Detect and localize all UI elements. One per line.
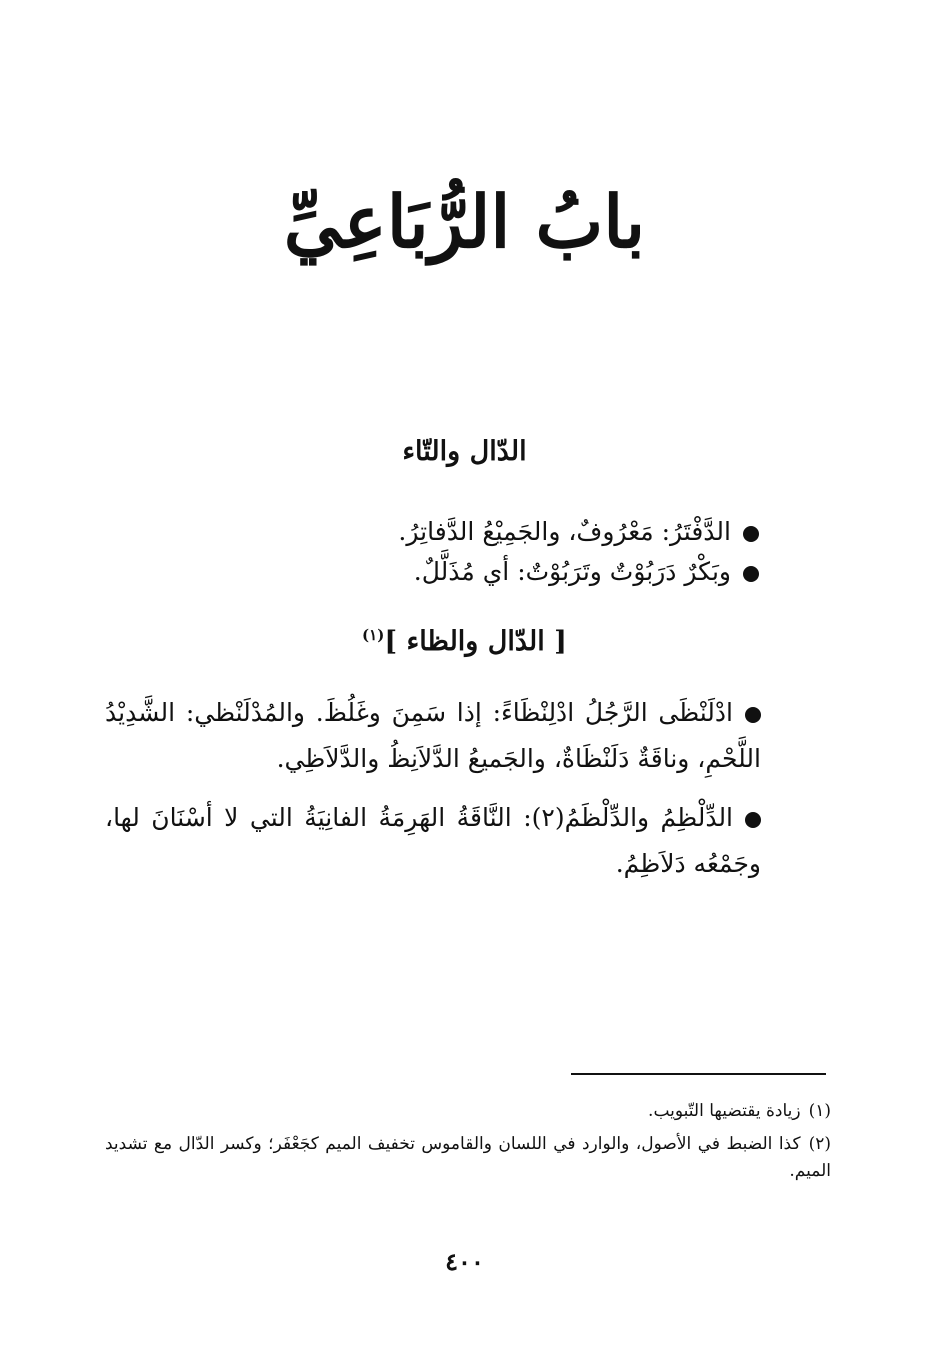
footnote-number: (٢) bbox=[808, 1134, 831, 1155]
bullet-icon bbox=[745, 707, 761, 723]
page-number: ٤٠٠ bbox=[445, 1247, 484, 1276]
section-heading-dal-za bbox=[0, 626, 929, 658]
footnote-text: كذا الضبط في الأصول، والوارد في اللسان والقاموس تخفيف الميم كجَعْفَر؛ وكسر الدّال مع تشديد الميم. bbox=[105, 1134, 831, 1182]
footnote-number: (١) bbox=[808, 1101, 831, 1121]
entry-text: ادْلَنْظَى الرَّجُلُ ادْلِنْظَاءً: إذا سَمِنَ وغَلُظَ. والمُدْلَنْظي: الشَّدِيْدُ اللَّحْمِ، وناقَةٌ دَلَنْظَاةٌ، والجَميعُ الدَّلاَنِظُ والدَّلاَظِي. bbox=[105, 698, 761, 774]
section-heading-text: [ الدّال والظاء ] bbox=[384, 626, 567, 657]
entry-item bbox=[159, 512, 759, 552]
entry-list-dal-ta bbox=[159, 512, 759, 592]
entry-text: الدِّلْظِمُ والدِّلْظَمُ(٢): النَّاقَةُ الهَرِمَةُ الفانِيَةُ التي لا أسْنَانَ لها، وجَمْعُه دَلاَظِمُ. bbox=[105, 803, 761, 879]
footnotes bbox=[105, 1098, 831, 1192]
entry-text: الدَّفْتَرُ: مَعْرُوفٌ، والجَمِيْعُ الدَّفاتِرُ. bbox=[398, 517, 731, 546]
section-heading-dal-ta: الدّال والتّاء bbox=[402, 436, 527, 467]
chapter-title: بابُ الرُّبَاعِيِّ bbox=[283, 179, 646, 264]
bullet-icon bbox=[743, 526, 759, 542]
entry-text: وبَكْرٌ دَرَبُوْتٌ وتَرَبُوْتٌ: أي مُذَلَّلٌ. bbox=[413, 557, 731, 586]
entry-paragraph bbox=[105, 690, 761, 783]
bullet-icon bbox=[743, 566, 759, 582]
entry-item bbox=[159, 552, 759, 592]
footnote-divider bbox=[571, 1073, 826, 1075]
footnote-text: زيادة يقتضيها التّبويب. bbox=[648, 1101, 801, 1121]
bullet-icon bbox=[745, 812, 761, 828]
entry-paragraph bbox=[105, 795, 761, 888]
footnote-item bbox=[105, 1098, 831, 1125]
footnote-item bbox=[105, 1131, 831, 1185]
footnote-ref: (١) bbox=[362, 626, 385, 644]
